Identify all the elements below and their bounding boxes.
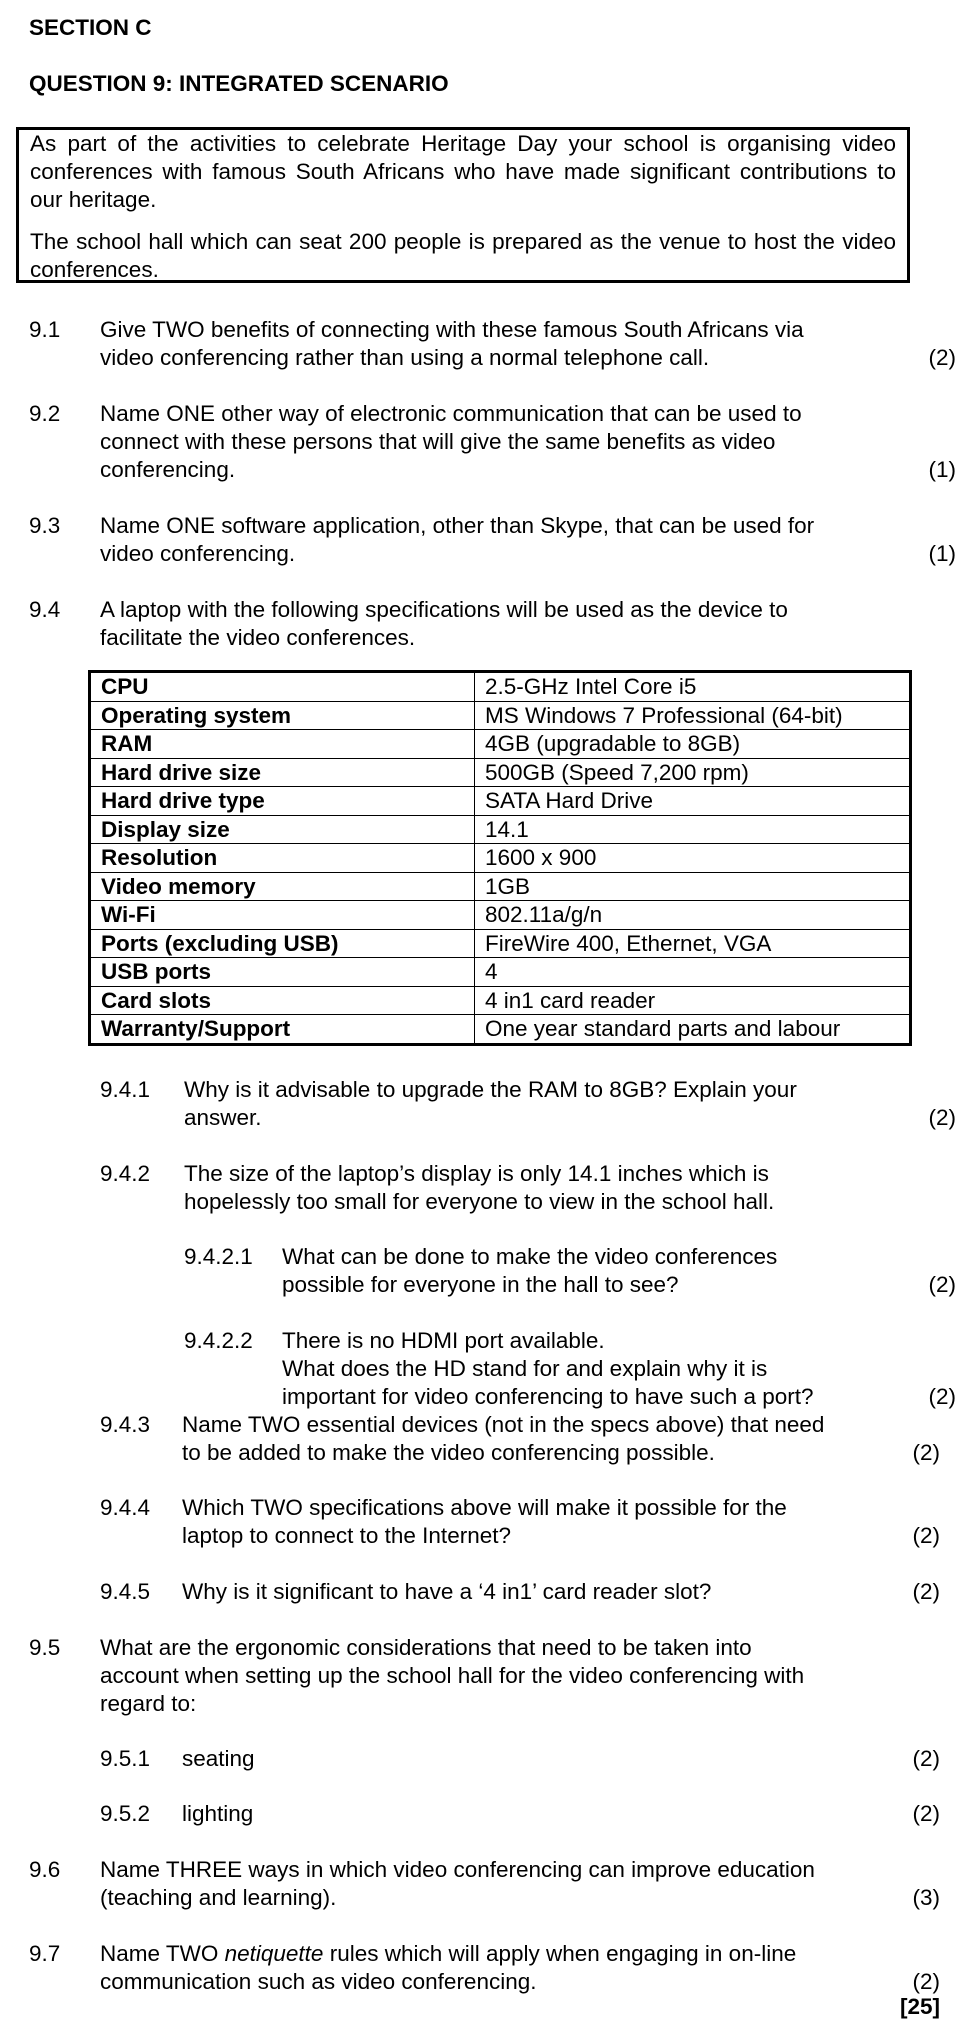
question-number: 9.4.2.2 [184, 1328, 253, 1353]
spec-row [90, 701, 911, 730]
question-text-line: Give TWO benefits of connecting with these famous South Africans via [100, 317, 804, 342]
question-number: 9.1 [29, 317, 61, 342]
question-number: 9.5 [29, 1635, 61, 1660]
mark-allocation: (2) [928, 1272, 956, 1297]
question-text-part: Name TWO [100, 1941, 225, 1966]
spec-label: Operating system [90, 701, 475, 730]
question-text-line: regard to: [100, 1691, 197, 1716]
question-number: 9.4.4 [100, 1495, 151, 1520]
mark-allocation: (2) [928, 1105, 956, 1130]
question-text-line: laptop to connect to the Internet? [182, 1523, 511, 1548]
spec-row [90, 901, 911, 930]
spec-value: MS Windows 7 Professional (64-bit) [475, 701, 911, 730]
mark-allocation: (2) [928, 1384, 956, 1409]
question-text-line: There is no HDMI port available. [282, 1328, 605, 1353]
spec-row [90, 815, 911, 844]
spec-row [90, 672, 911, 702]
spec-label: CPU [90, 672, 475, 702]
question-number: 9.4 [29, 597, 61, 622]
mark-allocation: (2) [912, 1579, 940, 1604]
emphasized-term: netiquette [224, 1941, 324, 1966]
question-text-line: What are the ergonomic considerations that need to be taken into [100, 1635, 752, 1660]
question-number: 9.7 [29, 1941, 61, 1966]
question-number: 9.4.5 [100, 1579, 151, 1604]
question-text-line: Name THREE ways in which video conferencing can improve education [100, 1857, 815, 1882]
scenario-paragraph-1: As part of the activities to celebrate Heritage Day your school is organising video conferences with famous South Africans who have made significant contributions to our heritage. [30, 131, 896, 212]
spec-value: 1600 x 900 [475, 844, 911, 873]
total-marks: [25] [899, 1994, 940, 2019]
spec-label: Card slots [90, 986, 475, 1015]
spec-row [90, 986, 911, 1015]
question-text-line: Why is it advisable to upgrade the RAM to 8GB? Explain your [184, 1077, 797, 1102]
spec-row [90, 758, 911, 787]
scenario-paragraph-2: The school hall which can seat 200 people is prepared as the venue to host the video conferences. [30, 229, 896, 282]
spec-label: Warranty/Support [90, 1015, 475, 1045]
question-text-line: Name ONE other way of electronic communication that can be used to [100, 401, 802, 426]
mark-allocation: (2) [912, 1523, 940, 1548]
question-text-line: (teaching and learning). [100, 1885, 337, 1910]
question-text-part: rules which will apply when engaging in on-line [323, 1941, 797, 1966]
spec-label: Ports (excluding USB) [90, 929, 475, 958]
spec-row [90, 929, 911, 958]
mark-allocation: (1) [928, 541, 956, 566]
spec-label: Hard drive size [90, 758, 475, 787]
question-number: 9.4.2 [100, 1161, 151, 1186]
question-text-line: important for video conferencing to have such a port? [282, 1384, 814, 1409]
spec-row [90, 872, 911, 901]
scenario-box [16, 127, 910, 283]
question-text-line: answer. [184, 1105, 262, 1130]
spec-label: Hard drive type [90, 787, 475, 816]
spec-value: 14.1 [475, 815, 911, 844]
spec-value: 4 [475, 958, 911, 987]
spec-row [90, 787, 911, 816]
spec-row [90, 730, 911, 759]
question-text-line: lighting [182, 1801, 254, 1826]
question-text-line: video conferencing rather than using a normal telephone call. [100, 345, 710, 370]
question-text-line: seating [182, 1746, 255, 1771]
spec-label: Resolution [90, 844, 475, 873]
question-number: 9.4.2.1 [184, 1244, 253, 1269]
spec-value: 4 in1 card reader [475, 986, 911, 1015]
mark-allocation: (2) [912, 1969, 940, 1994]
question-number: 9.3 [29, 513, 61, 538]
question-text-line: possible for everyone in the hall to see? [282, 1272, 679, 1297]
question-text-line: conferencing. [100, 457, 236, 482]
spec-label: Display size [90, 815, 475, 844]
question-text-line [100, 1940, 796, 1968]
spec-label: Wi-Fi [90, 901, 475, 930]
question-text-line: What does the HD stand for and explain why it is [282, 1356, 768, 1381]
mark-allocation: (2) [928, 345, 956, 370]
question-number: 9.4.3 [100, 1412, 151, 1437]
question-text-line: communication such as video conferencing. [100, 1969, 537, 1994]
spec-value: One year standard parts and labour [475, 1015, 911, 1045]
spec-row [90, 1015, 911, 1045]
question-text-line: Name ONE software application, other than Skype, that can be used for [100, 513, 815, 538]
question-text-line: Name TWO essential devices (not in the specs above) that need [182, 1412, 825, 1437]
mark-allocation: (2) [912, 1746, 940, 1771]
question-text-line: Which TWO specifications above will make it possible for the [182, 1495, 787, 1520]
question-number: 9.2 [29, 401, 61, 426]
spec-value: 2.5-GHz Intel Core i5 [475, 672, 911, 702]
mark-allocation: (3) [912, 1885, 940, 1910]
spec-row [90, 958, 911, 987]
spec-value: SATA Hard Drive [475, 787, 911, 816]
question-text-line: A laptop with the following specifications will be used as the device to [100, 597, 788, 622]
spec-value: 802.11a/g/n [475, 901, 911, 930]
question-number: 9.4.1 [100, 1077, 151, 1102]
spec-label: RAM [90, 730, 475, 759]
question-title: QUESTION 9: INTEGRATED SCENARIO [29, 71, 449, 96]
question-text-line: account when setting up the school hall for the video conferencing with [100, 1663, 805, 1688]
question-text-line: connect with these persons that will give the same benefits as video [100, 429, 776, 454]
spec-label: USB ports [90, 958, 475, 987]
mark-allocation: (2) [912, 1440, 940, 1465]
laptop-specs-table [88, 670, 912, 1046]
spec-value: 500GB (Speed 7,200 rpm) [475, 758, 911, 787]
spec-row [90, 844, 911, 873]
question-number: 9.6 [29, 1857, 61, 1882]
mark-allocation: (1) [928, 457, 956, 482]
question-number: 9.5.2 [100, 1801, 151, 1826]
section-heading: SECTION C [29, 15, 152, 40]
spec-label: Video memory [90, 872, 475, 901]
question-text-line: The size of the laptop’s display is only 14.1 inches which is [184, 1161, 769, 1186]
spec-value: 1GB [475, 872, 911, 901]
question-text-line: video conferencing. [100, 541, 296, 566]
question-text-line: Why is it significant to have a ‘4 in1’ card reader slot? [182, 1579, 712, 1604]
question-text-line: facilitate the video conferences. [100, 625, 416, 650]
spec-value: 4GB (upgradable to 8GB) [475, 730, 911, 759]
question-text-line: What can be done to make the video conferences [282, 1244, 778, 1269]
spec-value: FireWire 400, Ethernet, VGA [475, 929, 911, 958]
mark-allocation: (2) [912, 1801, 940, 1826]
question-text-line: hopelessly too small for everyone to view in the school hall. [184, 1189, 775, 1214]
question-text-line: to be added to make the video conferencing possible. [182, 1440, 715, 1465]
question-number: 9.5.1 [100, 1746, 151, 1771]
